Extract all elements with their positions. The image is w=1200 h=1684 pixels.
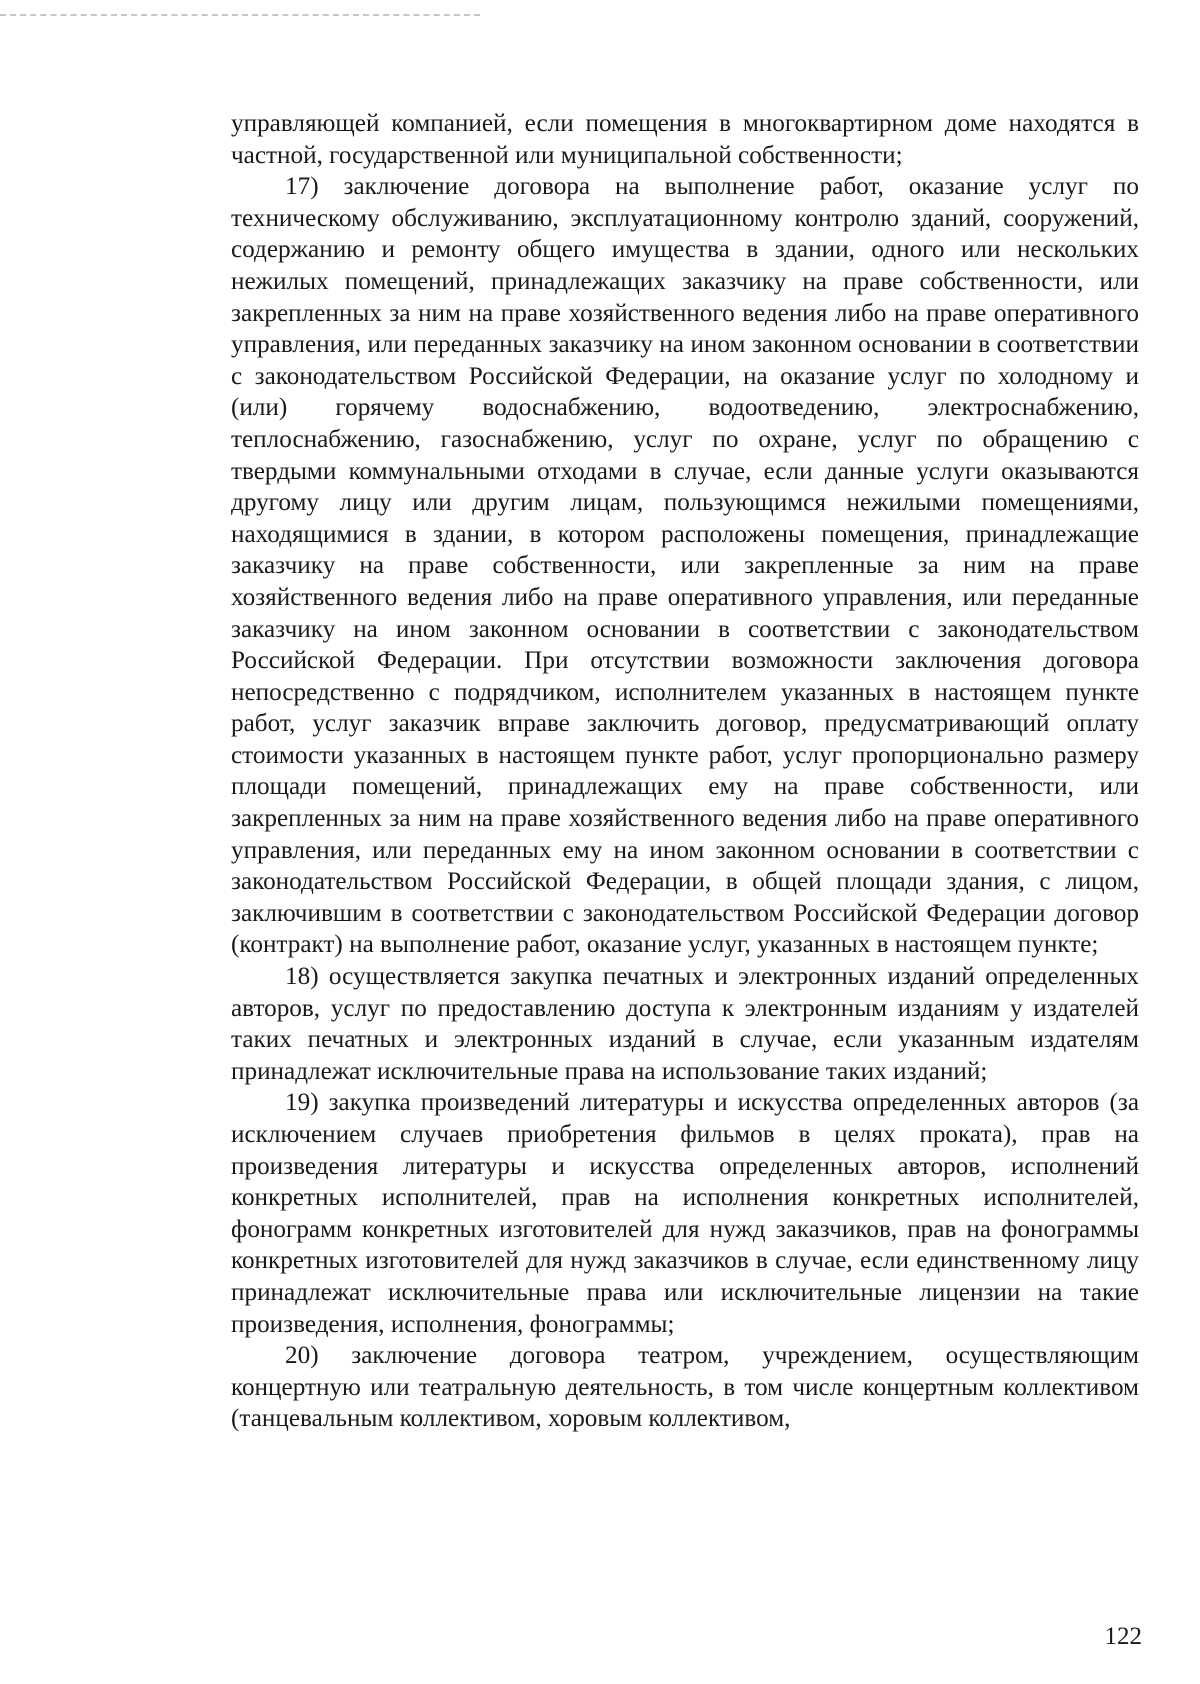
paragraph-item-17: 17) заключение договора на выполнение работ, оказание услуг по техническому обслуживанию, эксплуатационному контролю зданий, сооружений, содержанию и ремонту общего имущества в здании, одного или нескольких нежилых помещений, принадлежащих заказчику на праве собственности, или закрепленных за ним на праве хозяйственного ведения либо на праве оперативного управления, или переданных заказчику на ином законном основании в соответствии с законодательством Российской Федерации, на оказание услуг по холодному и (или) горячему водоснабжению, водоотведению, электроснабжению, теплоснабжению, газоснабжению, услуг по охране, услуг по обращению с твердыми коммунальными отходами в случае, если данные услуги оказываются другому лицу или другим лицам, пользующимся нежилыми помещениями, находящимися в здании, в котором расположены помещения, принадлежащие заказчику на праве собственности, или закрепленные за ним на праве хозяйственного ведения либо на праве оперативного управления, или переданные заказчику на ином законном основании в соответствии с законодательством Российской Федерации. При отсутствии возможности заключения договора непосредственно с подрядчиком, исполнителем указанных в настоящем пункте работ, услуг заказчик вправе заключить договор, предусматривающий оплату стоимости указанных в настоящем пункте работ, услуг пропорционально размеру площади помещений, принадлежащих ему на праве собственности, или закрепленных за ним на праве хозяйственного ведения либо на праве оперативного управления, или переданных ему на ином законном основании в соответствии с законодательством Российской Федерации, в общей площади здания, с лицом, заключившим в соответствии с законодательством Российской Федерации договор (контракт) на выполнение работ, оказание услуг, указанных в настоящем пункте; — [231, 173, 1139, 959]
paragraph-item-18: 18) осуществляется закупка печатных и электронных изданий определенных авторов, услуг по предоставлению доступа к электронным изданиям у издателей таких печатных и электронных изданий в случае, если указанным издателям принадлежат исключительные права на использование таких изданий; — [231, 963, 1139, 1085]
document-body — [231, 108, 1139, 1435]
paragraph-continuation: управляющей компанией, если помещения в многоквартирном доме находятся в частной, государственной или муниципальной собственности; — [231, 110, 1139, 169]
page-number: 122 — [1104, 1623, 1142, 1650]
paragraph-item-20: 20) заключение договора театром, учреждением, осуществляющим концертную или театральную деятельность, в том числе концертным коллективом (танцевальным коллективом, хоровым коллективом, — [231, 1342, 1139, 1433]
scan-edge-artifact — [0, 14, 480, 16]
paragraph-item-19: 19) закупка произведений литературы и искусства определенных авторов (за исключением случаев приобретения фильмов в целях проката), прав на произведения литературы и искусства определенных авторов, исполнений конкретных исполнителей, прав на исполнения конкретных исполнителей, фонограмм конкретных изготовителей для нужд заказчиков, прав на фонограммы конкретных изготовителей для нужд заказчиков в случае, если единственному лицу принадлежат исключительные права или исключительные лицензии на такие произведения, исполнения, фонограммы; — [231, 1089, 1139, 1338]
